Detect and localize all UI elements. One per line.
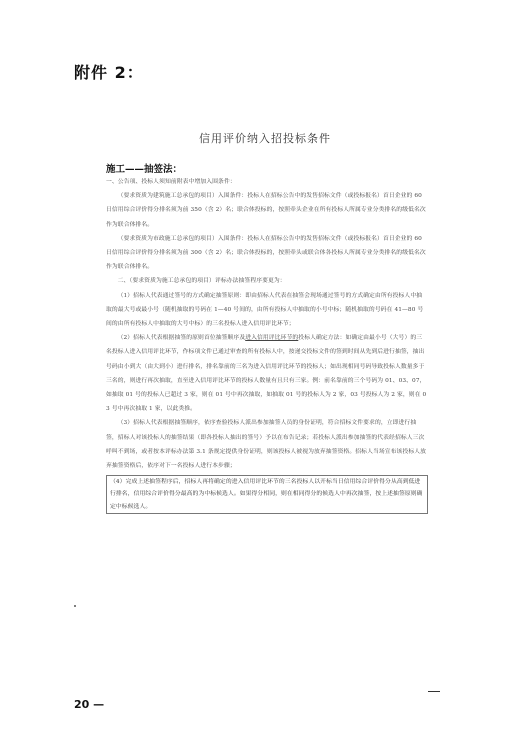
attachment-label: 附件 2： xyxy=(74,63,144,82)
paragraph-4: 二、（要求资质为施工总承包的项目）评标办法抽签程序要更为： xyxy=(117,278,286,285)
footer-dash xyxy=(428,691,440,692)
section-heading: 施工——抽签法： xyxy=(106,164,183,175)
paragraph-5: （1）招标人代表通过签号的方式确定抽签原则：即由招标人代表在抽签会现场通过签号的方式确定由所有投标人中抽取的最大号或最小号（随机抽取的号码在 1—40 号间的，由所有投标人中抽取的小号中标；随机抽取的号码在 41—80 号间的由所有投标人中抽取的大号中标）的三名投标人进入信用评比环节； xyxy=(106,292,424,328)
document-body xyxy=(106,175,428,514)
paragraph-3: （要求资质为市政施工总承包的项目）入围条件：投标人在招标公告中的发售招标文件（或投标报名）首日企业的 60 日信用综合评价得分排名须为前 300（含 2）名；联合体投标的，按照牵头或联合体各投标人所属专业分类排名的级低名次作为联合体排名。 xyxy=(106,235,426,271)
paragraph-6 xyxy=(106,331,428,416)
page-number: 20 — xyxy=(74,698,105,711)
paragraph-8-boxed: （4）完成上述抽签程序后，招标人再将确定的进入信用评比环节的三名投标人以开标当日信用综合评价得分从高到低进行排名，信用综合评价得分最高的为中标候选人。如果得分相同，则在相同得分的候选人中再次抽签，按上述抽签原则确定中标候选人。 xyxy=(106,475,428,514)
paragraph-6-text: （2）招标人代表根据抽签的原则首位抽签顺序及进入信用评比环节的投标人确定方法：如确定由最小号（大号）的三名投标人进入信用评比环节，作标项文件已通过审查的所有投标人中，按递交投标文件的签到时间从先到后进行抽签，抽出号码由小到大（由大到小）进行排名，排名靠前的三名为进入信用评比环节的投标人；如出现相同号码导致投标人数量多于三名的，则进行再次抽取，直至进入信用评比环节的投标人数量有且只有三家。例：前名靠前的三个号码为 01、03、07，如抽取 01 号的投标人已超过 3 家，则在 01 号中再次抽取，如抽取 01 号的投标人为 2 家，03 号投标人为 2 家，则在 03 号中再次抽取 1 家，以此类推。 xyxy=(106,335,427,413)
underlined-phrase: 进入信用评比环节的 xyxy=(245,335,299,342)
document-title: 信用评价纳入招投标条件 xyxy=(199,132,331,145)
paragraph-2: （要求资质为建筑施工总承包的项目）入围条件：投标人在招标公告中的发售招标文件（或投标报名）首日企业的 60 日信用综合评价得分排名须为前 350（含 2）名；联合体投标的，按照牵头企业在所有投标人所属专业分类排名的级低名次作为联合体排名。 xyxy=(106,193,426,228)
margin-dot xyxy=(74,605,76,607)
paragraph-1: 一、公告项、投标人须知前附表中增加入围条件： xyxy=(106,179,236,185)
paragraph-7: （3）招标人代表根据抽签顺序，依序查验投标人派出参加抽签人员的身份证明，符合招标文件要求的，立即进行抽签，招标人对该投标人的抽签结果（即各投标人抽出的签号）予以在布告记录；若投标人派出参加抽签的代表经招标人三次呼叫不到场，或者按本评标办法第 3.1 条规定提供身份证明，则该投标人被视为放弃抽签资格。招标人当场宣布该投标人放弃抽签资格后，依序对下一名投标人进行本步骤； xyxy=(106,420,427,470)
